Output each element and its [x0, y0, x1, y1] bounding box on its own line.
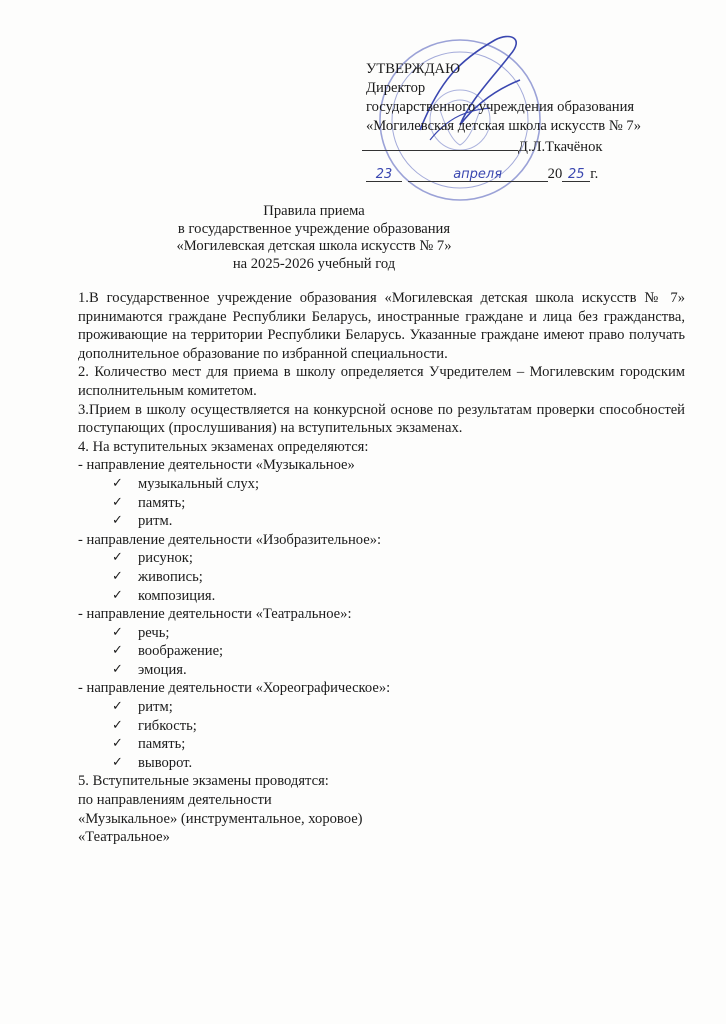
approval-date: [366, 165, 598, 184]
list-item-text: музыкальный слух;: [138, 475, 259, 492]
direction-music: [78, 456, 685, 530]
approval-signature-line: [366, 136, 706, 157]
title-line-2: в государственное учреждение образования: [177, 220, 451, 237]
direction-theatre: [78, 605, 685, 679]
section-5-line-1: по направлениям деятельности: [78, 792, 272, 809]
list-item: [78, 549, 685, 568]
direction-label: - направление деятельности «Изобразительное»:: [78, 531, 382, 548]
check-mark-icon: ✓: [112, 717, 123, 733]
list-item: [78, 754, 685, 773]
list-item: [78, 698, 685, 717]
paragraph-3: 3.Прием в школу осуществляется на конкурсной основе по результатам проверки способностей поступающих (прослушивания) на вступительных экзаменах.: [78, 401, 685, 437]
section-5-heading: 5. Вступительные экзамены проводятся:: [78, 773, 329, 790]
list-item-text: рисунок;: [138, 550, 193, 567]
list-item: [78, 494, 685, 513]
list-item-text: композиция.: [138, 587, 216, 604]
list-item: [78, 735, 685, 754]
date-day: 23: [375, 167, 393, 182]
title-line-1: Правила приема: [263, 203, 365, 219]
check-mark-icon: ✓: [112, 661, 123, 677]
approval-school-name: «Могилевская детская школа искусств № 7»: [366, 118, 642, 134]
paragraph-4: 4. На вступительных экзаменах определяются:: [78, 438, 369, 455]
list-item-text: эмоция.: [138, 661, 187, 678]
title-line-3: «Могилевская детская школа искусств № 7»: [176, 238, 452, 254]
list-item-text: воображение;: [138, 643, 224, 660]
check-mark-icon: ✓: [112, 494, 123, 510]
document-title: [0, 203, 726, 273]
date-month: апреля: [453, 167, 503, 182]
year-prefix: 20: [547, 166, 563, 182]
direction-label: - направление деятельности «Хореографическое»:: [78, 680, 391, 697]
check-mark-icon: ✓: [112, 550, 123, 566]
list-item-text: речь;: [138, 624, 170, 641]
paragraph-1: 1.В государственное учреждение образования «Могилевская детская школа искусств № 7» принимаются граждане Республики Беларусь, иностранные граждане и лица без гражданства, проживающие на территории Республики Беларусь. Указанные граждане имеют право получать дополнительное образование по избранной специальности.: [78, 290, 685, 362]
list-item-text: гибкость;: [138, 717, 197, 734]
document-body: [78, 289, 685, 847]
list-item: [78, 642, 685, 661]
check-mark-icon: ✓: [112, 643, 123, 659]
check-mark-icon: ✓: [112, 736, 123, 752]
list-item: [78, 587, 685, 606]
list-item: [78, 624, 685, 643]
approval-position: Директор: [366, 80, 426, 96]
list-item-text: ритм;: [138, 699, 173, 716]
section-5-line-2: «Музыкальное» (инструментальное, хоровое): [78, 810, 363, 827]
direction-label: - направление деятельности «Музыкальное»: [78, 457, 355, 474]
paragraph-2: 2. Количество мест для приема в школу определяется Учредителем – Могилевским городским исполнительным комитетом.: [78, 364, 685, 399]
check-mark-icon: ✓: [112, 513, 123, 529]
approval-block: [366, 60, 706, 182]
list-item: [78, 661, 685, 680]
check-mark-icon: ✓: [112, 475, 123, 491]
year-suffix: 25: [567, 167, 585, 182]
direction-art: [78, 531, 685, 605]
approval-signer: Д.Л.Ткачёнок: [518, 139, 603, 155]
check-mark-icon: ✓: [112, 754, 123, 770]
list-item-text: память;: [138, 736, 186, 753]
list-item-text: память;: [138, 494, 186, 511]
list-item-text: ритм.: [138, 513, 173, 530]
list-item-text: живопись;: [138, 568, 203, 585]
list-item: [78, 512, 685, 531]
check-mark-icon: ✓: [112, 587, 123, 603]
list-item: [78, 568, 685, 587]
approval-institution: государственного учреждения образования: [366, 99, 635, 115]
title-line-4: на 2025-2026 учебный год: [232, 255, 396, 272]
list-item: [78, 475, 685, 494]
direction-choreography: [78, 679, 685, 772]
check-mark-icon: ✓: [112, 624, 123, 640]
direction-label: - направление деятельности «Театральное»:: [78, 606, 352, 623]
list-item: [78, 717, 685, 736]
year-end: г.: [590, 166, 599, 182]
section-5-line-3: «Театральное»: [78, 829, 170, 846]
check-mark-icon: ✓: [112, 568, 123, 584]
approval-heading: УТВЕРЖДАЮ: [366, 61, 461, 77]
list-item-text: выворот.: [138, 754, 193, 771]
check-mark-icon: ✓: [112, 699, 123, 715]
